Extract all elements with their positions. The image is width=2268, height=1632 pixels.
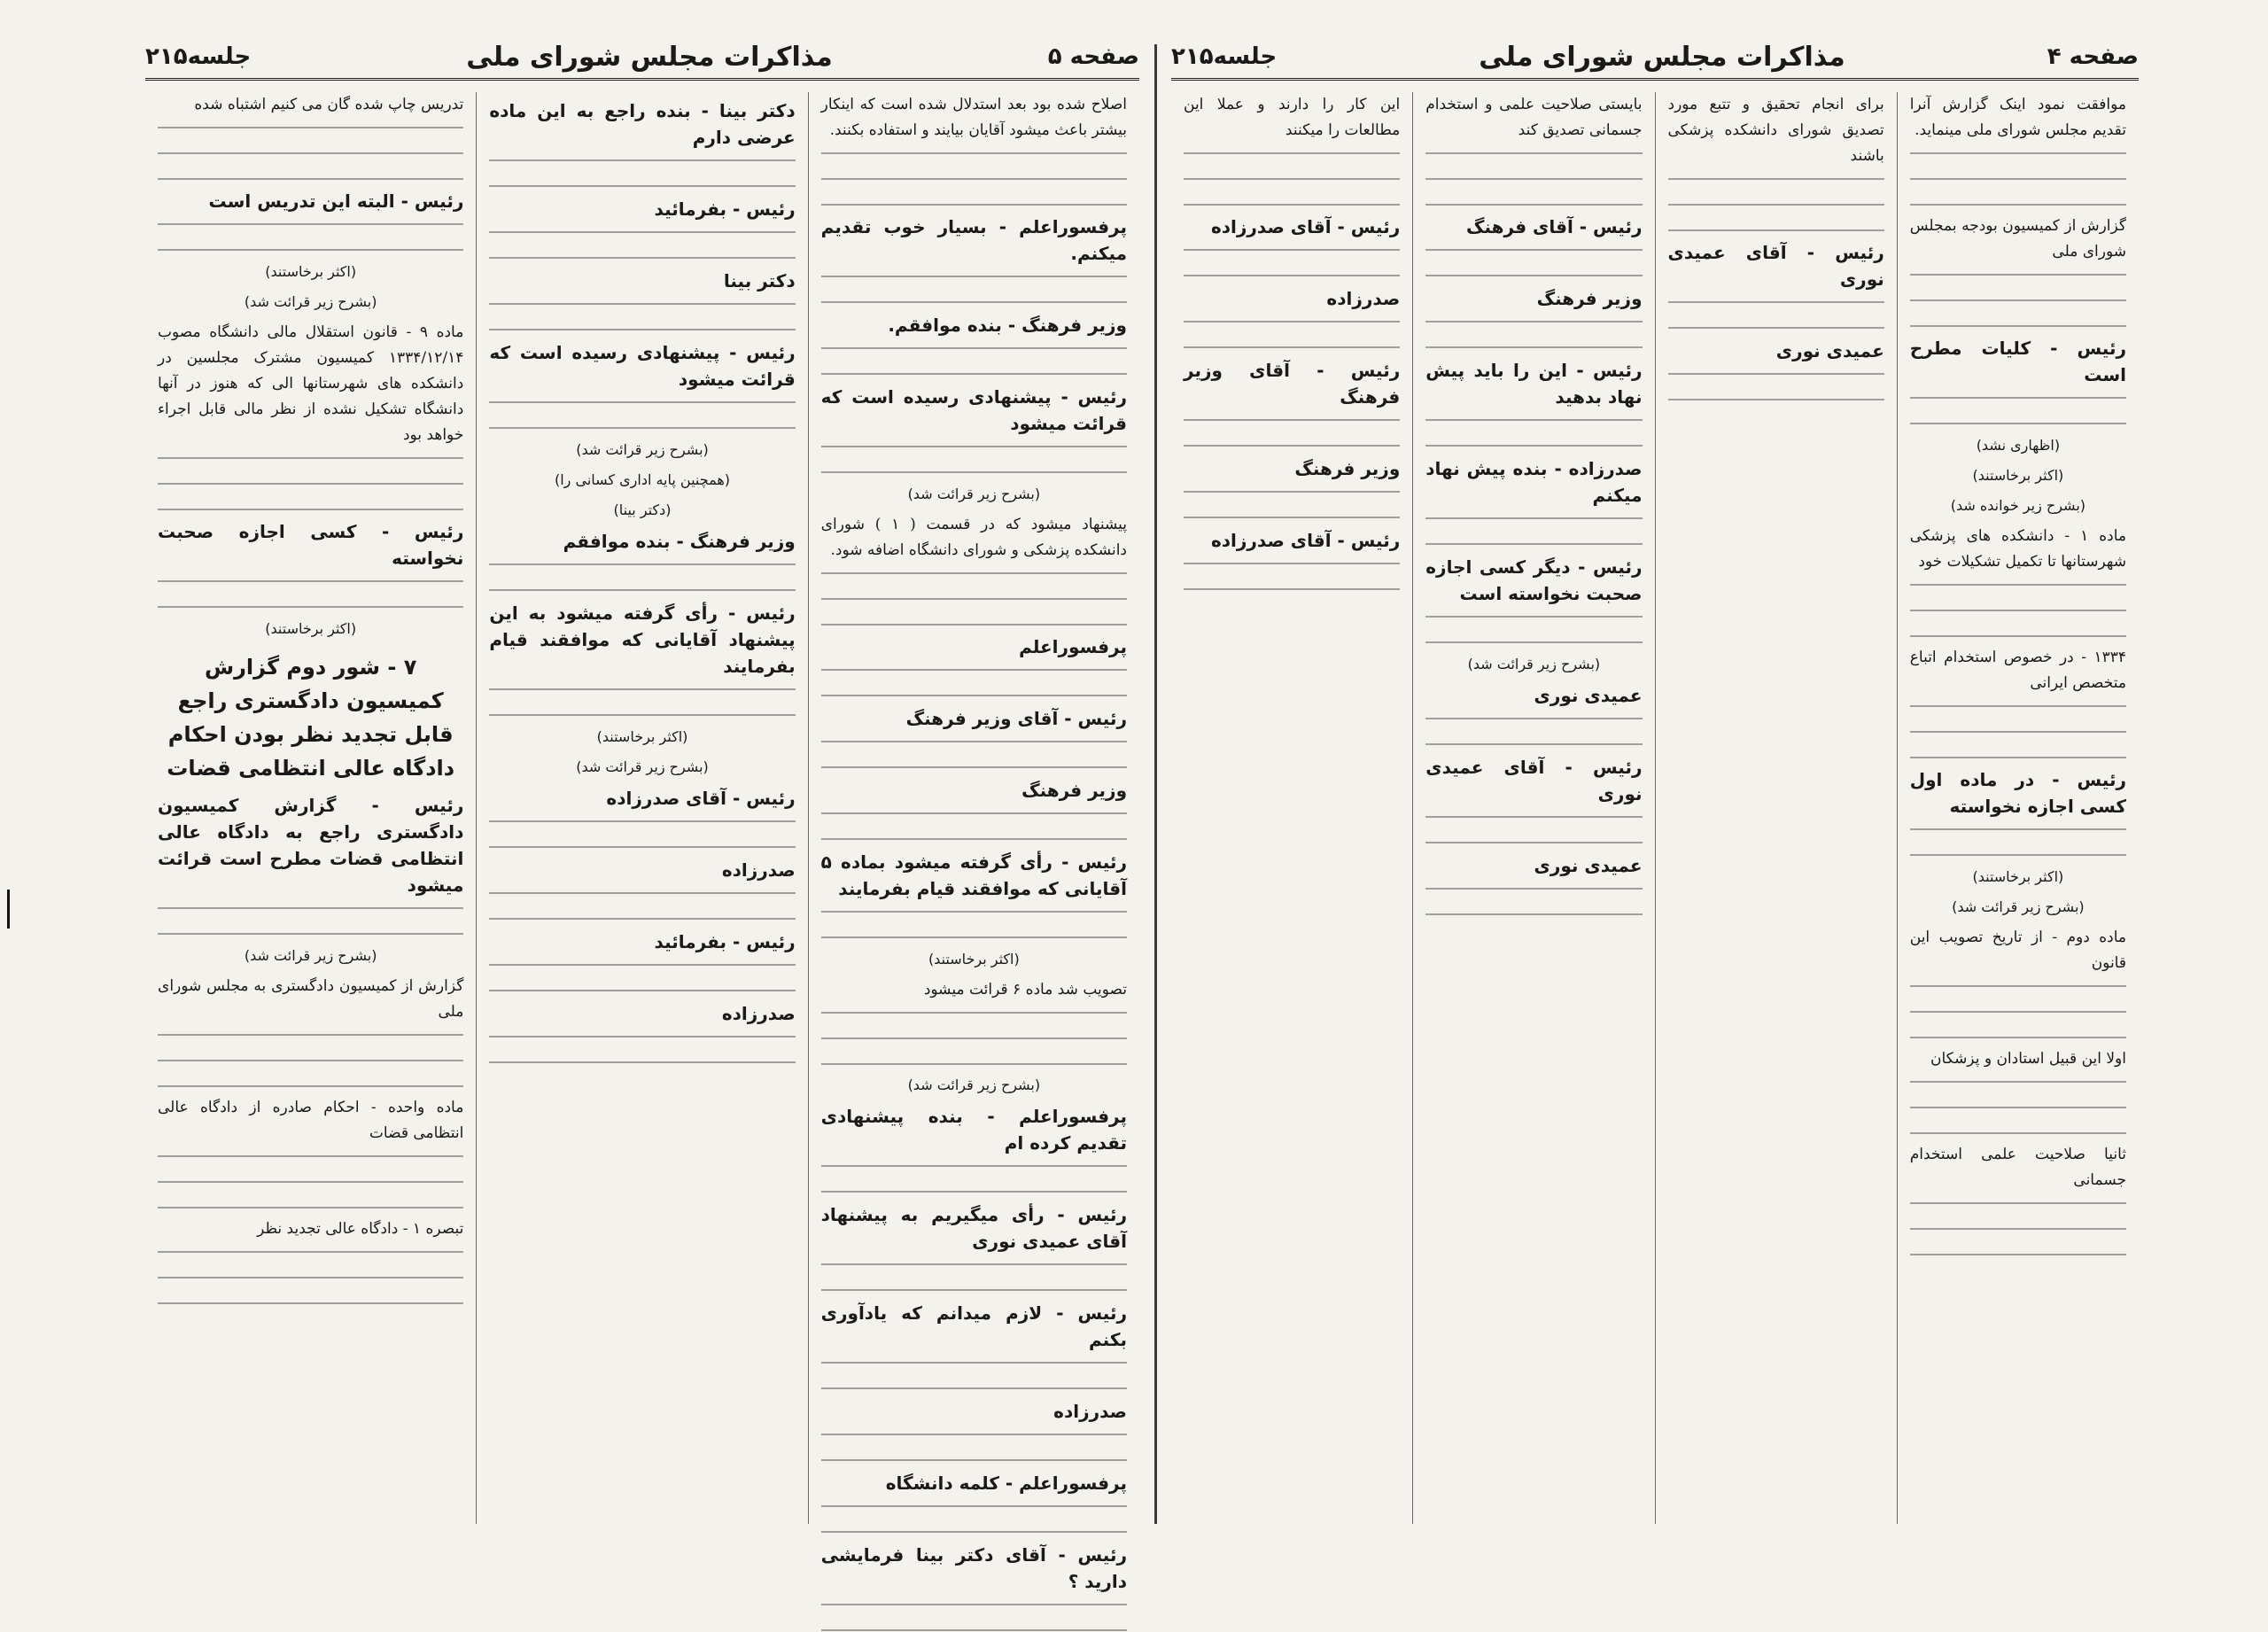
speaker-line: وزیر فرهنگ - بنده موافقم [563, 531, 796, 552]
illegible-text-lines [1910, 1202, 2126, 1255]
speaker-line: عمیدی نوری [1775, 340, 1884, 361]
paragraph: بایستی صلاحیت علمی و استخدام جسمانی تصدیق کند [1425, 96, 1643, 139]
page-number: صفحه ۵ [1047, 43, 1139, 70]
speaker-line: رئیس - آقای عمیدی نوری [1425, 757, 1643, 804]
speaker-line: رئیس - البته این تدریس است [208, 190, 464, 212]
illegible-text-lines [821, 446, 1127, 474]
speaker-line: رئیس - کسی اجازه صحبت نخواسته [158, 521, 464, 569]
illegible-text-lines [158, 1155, 463, 1208]
speaker-line: وزیر فرهنگ [1021, 780, 1127, 801]
illegible-text-lines [158, 223, 463, 252]
paragraph: پیشنهاد میشود که در قسمت ( ۱ ) شورای دانشکده پزشکی و شورای دانشگاه اضافه شود. [820, 516, 1127, 559]
illegible-text-lines [1425, 321, 1642, 349]
speaker-line: پرفسوراعلم - بنده پیشنهادی تقدیم کرده ام [820, 1106, 1127, 1154]
speaker-line: وزیر فرهنگ [1294, 458, 1401, 479]
session-label: جلسه۲۱۵ [145, 43, 252, 70]
speaker-line: دکتر بینا [723, 270, 796, 291]
paragraph: موافقت نمود اینک گزارش آنرا تقدیم مجلس شورای ملی مینماید. [1909, 96, 2126, 139]
left-page [133, 35, 1152, 1592]
illegible-text-lines [1425, 718, 1642, 746]
illegible-text-lines [489, 964, 795, 992]
reading-note: (بشرح زیر خوانده شد) [1950, 497, 2086, 514]
paragraph: تبصره ۱ - دادگاه عالی تجدید نظر [257, 1220, 464, 1238]
speaker-line: رئیس - کلیات مطرح است [1909, 338, 2126, 385]
reading-note: (همچنین پایه اداری کسانی را) [554, 471, 731, 488]
reading-note: (اظهاری نشد) [1976, 437, 2061, 454]
reading-note: (اکثر برخاستند) [1972, 467, 2064, 484]
illegible-text-lines [1184, 419, 1400, 447]
illegible-text-lines [158, 907, 463, 936]
speaker-line: رئیس - آقای فرهنگ [1466, 216, 1643, 237]
page-title: مذاکرات مجلس شورای ملی [466, 41, 833, 73]
paragraph: این کار را دارند و عملا این مطالعات را میکنند [1184, 96, 1401, 139]
speaker-line: رئیس - آقای وزیر فرهنگ [905, 708, 1127, 729]
speaker-line: صدرزاده [1326, 288, 1401, 309]
speaker-line: عمیدی نوری [1534, 855, 1643, 876]
left-page-header [145, 35, 1139, 81]
left-page-columns [145, 92, 1139, 1592]
article-column [1655, 92, 1897, 1524]
illegible-text-lines [821, 152, 1127, 206]
reading-note: (بشرح زیر قرائت شد) [1467, 656, 1601, 672]
speaker-line: صدرزاده [721, 859, 796, 881]
right-page-columns [1171, 92, 2139, 1524]
speaker-line: رئیس - رأی گرفته میشود بماده ۵ آقایانی که موافقند قیام بفرمایند [820, 851, 1127, 899]
speaker-line: صدرزاده [1053, 1401, 1127, 1422]
article-column [476, 92, 807, 1524]
paragraph: گزارش از کمیسیون بودجه بمجلس شورای ملی [1909, 217, 2126, 260]
illegible-text-lines [489, 231, 795, 260]
article-column [808, 92, 1139, 1592]
speaker-line: پرفسوراعلم [1019, 636, 1127, 657]
paragraph: گزارش از کمیسیون دادگستری به مجلس شورای ملی [158, 977, 464, 1021]
paragraph: تصویب شد ماده ۶ قرائت میشود [923, 981, 1127, 999]
illegible-text-lines [821, 1012, 1127, 1065]
page-number: صفحه ۴ [2047, 43, 2139, 70]
speaker-line: پرفسوراعلم - کلمه دانشگاه [885, 1473, 1127, 1494]
reading-note: (اکثر برخاستند) [596, 728, 688, 745]
right-page-header [1171, 35, 2139, 81]
illegible-text-lines [1425, 616, 1642, 644]
illegible-text-lines [1910, 705, 2126, 758]
right-page [1159, 35, 2151, 1524]
illegible-text-lines [821, 347, 1127, 376]
speaker-line: رئیس - رأی گرفته میشود به این پیشنهاد آقایانی که موافقند قیام بفرمایند [489, 602, 796, 677]
speaker-line: رئیس - آقای صدرزاده [1210, 530, 1401, 551]
illegible-text-lines [1184, 321, 1400, 349]
paragraph: تدریس چاپ شده گان می کنیم اشتباه شده [194, 96, 464, 113]
illegible-text-lines [489, 820, 795, 849]
illegible-text-lines [489, 563, 795, 592]
illegible-text-lines [1668, 301, 1884, 330]
speaker-line: وزیر فرهنگ - بنده موافقم. [888, 315, 1127, 336]
reading-note: (دکتر بینا) [613, 501, 672, 518]
illegible-text-lines [489, 303, 795, 331]
paragraph: ماده ۱ - دانشکده های پزشکی شهرستانها تا تکمیل تشکیلات خود [1909, 527, 2126, 571]
speaker-line: رئیس - لازم میدانم که یادآوری بکنم [820, 1302, 1127, 1350]
speaker-line: رئیس - پیشنهادی رسیده است که قرائت میشود [820, 386, 1127, 434]
illegible-text-lines [1425, 249, 1642, 277]
illegible-text-lines [489, 159, 795, 188]
paragraph: ۱۳۳۴ - در خصوص استخدام اتباع متخصص ایرانی [1909, 649, 2126, 692]
illegible-text-lines [821, 1362, 1127, 1390]
illegible-text-lines [821, 669, 1127, 697]
illegible-text-lines [1910, 397, 2126, 425]
scan-margin-mark [7, 890, 10, 929]
reading-note: (بشرح زیر قرائت شد) [907, 1076, 1041, 1093]
speaker-line: رئیس - آقای صدرزاده [1210, 216, 1401, 237]
illegible-text-lines [1668, 373, 1884, 401]
paragraph: ماده دوم - از تاریخ تصویب این قانون [1909, 929, 2126, 972]
illegible-text-lines [1910, 274, 2126, 327]
section-heading: ۷ - شور دوم گزارش کمیسیون دادگستری راجع قابل تجدید نظر بودن احکام دادگاه عالی انتظامی قضات [167, 655, 455, 781]
illegible-text-lines [1425, 517, 1642, 546]
illegible-text-lines [1184, 249, 1400, 277]
session-label: جلسه۲۱۵ [1171, 43, 1278, 70]
illegible-text-lines [821, 741, 1127, 769]
paragraph: برای انجام تحقیق و تتبع مورد تصدیق شورای دانشکده پزشکی باشند [1667, 96, 1884, 165]
illegible-text-lines [1184, 491, 1400, 519]
article-column [145, 92, 476, 1524]
paragraph: ثانیا صلاحیت علمی استخدام جسمانی [1909, 1146, 2126, 1189]
illegible-text-lines [158, 1251, 463, 1304]
illegible-text-lines [1910, 1081, 2126, 1134]
speaker-line: رئیس - رأی میگیریم به پیشنهاد آقای عمیدی نوری [820, 1204, 1127, 1252]
illegible-text-lines [158, 457, 463, 510]
illegible-text-lines [821, 812, 1127, 841]
reading-note: (بشرح زیر قرائت شد) [576, 758, 709, 775]
reading-note: (بشرح زیر قرائت شد) [244, 293, 377, 310]
illegible-text-lines [821, 572, 1127, 626]
illegible-text-lines [1425, 816, 1642, 844]
speaker-line: رئیس - آقای دکتر بینا فرمایشی دارید ؟ [820, 1544, 1127, 1592]
illegible-text-lines [489, 688, 795, 717]
reading-note: (اکثر برخاستند) [928, 951, 1020, 968]
speaker-line: رئیس - بفرمائید [654, 931, 796, 952]
illegible-text-lines [1668, 178, 1884, 231]
speaker-line: وزیر فرهنگ [1536, 288, 1643, 309]
illegible-text-lines [1910, 584, 2126, 637]
illegible-text-lines [1184, 563, 1400, 591]
speaker-line: رئیس - پیشنهادی رسیده است که قرائت میشود [489, 342, 796, 390]
illegible-text-lines [489, 892, 795, 921]
speaker-line: صدرزاده - بنده پیش نهاد میکنم [1425, 458, 1643, 506]
speaker-line: رئیس - در ماده اول کسی اجازه نخواسته [1909, 769, 2126, 817]
illegible-text-lines [1910, 828, 2126, 857]
page-gutter [1154, 44, 1157, 1524]
illegible-text-lines [821, 1604, 1127, 1632]
illegible-text-lines [821, 1165, 1127, 1193]
article-column [1171, 92, 1412, 1524]
speaker-line: رئیس - آقای عمیدی نوری [1667, 242, 1884, 290]
speaker-line: صدرزاده [721, 1003, 796, 1024]
paragraph: اولا این قبیل استادان و پزشکان [1930, 1050, 2126, 1068]
reading-note: (اکثر برخاستند) [1972, 868, 2064, 885]
illegible-text-lines [821, 911, 1127, 939]
paragraph: ماده واحده - احکام صادره از دادگاه عالی انتظامی قضات [158, 1099, 464, 1142]
reading-note: (اکثر برخاستند) [265, 263, 357, 280]
speaker-line: عمیدی نوری [1534, 685, 1643, 706]
illegible-text-lines [158, 580, 463, 609]
speaker-line: رئیس - آقای وزیر فرهنگ [1184, 360, 1401, 408]
reading-note: (اکثر برخاستند) [265, 620, 357, 637]
speaker-line: رئیس - گزارش کمیسیون دادگستری راجع به دادگاه عالی انتظامی قضات مطرح است قرائت میشود [158, 795, 464, 896]
page-title: مذاکرات مجلس شورای ملی [1479, 41, 1845, 73]
reading-note: (بشرح زیر قرائت شد) [576, 441, 709, 458]
illegible-text-lines [1184, 152, 1400, 206]
illegible-text-lines [821, 1263, 1127, 1292]
paragraph: اصلاح شده بود بعد استدلال شده است که اینکار بیشتر باعث میشود آقایان بیایند و استفاده بکنند. [820, 96, 1127, 139]
illegible-text-lines [489, 401, 795, 430]
speaker-line: رئیس - بفرمائید [654, 198, 796, 220]
illegible-text-lines [1425, 419, 1642, 447]
illegible-text-lines [489, 1036, 795, 1064]
illegible-text-lines [1910, 985, 2126, 1038]
paragraph: ماده ۹ - قانون استقلال مالی دانشگاه مصوب ۱۳۳۴/۱۲/۱۴ کمیسیون مشترک مجلسین در دانشکده های شهرستانها الی که هنوز در آنها دانشگاه تشکیل نشده از نظر مالی قابل اجراء خواهد بود [158, 323, 464, 444]
illegible-text-lines [821, 1505, 1127, 1534]
reading-note: (بشرح زیر قرائت شد) [244, 947, 377, 964]
speaker-line: پرفسوراعلم - بسیار خوب تقدیم میکنم. [820, 216, 1127, 264]
reading-note: (بشرح زیر قرائت شد) [1952, 898, 2085, 915]
illegible-text-lines [821, 1434, 1127, 1462]
illegible-text-lines [1910, 152, 2126, 206]
speaker-line: رئیس - این را باید پیش نهاد بدهید [1425, 360, 1643, 408]
article-column [1412, 92, 1654, 1524]
illegible-text-lines [1425, 888, 1642, 916]
speaker-line: رئیس - دیگر کسی اجازه صحبت نخواسته است [1425, 556, 1643, 604]
reading-note: (بشرح زیر قرائت شد) [907, 486, 1041, 502]
illegible-text-lines [158, 1034, 463, 1087]
illegible-text-lines [1425, 152, 1642, 206]
article-column [1897, 92, 2139, 1524]
speaker-line: دکتر بینا - بنده راجع به این ماده عرضی دارم [489, 100, 796, 148]
illegible-text-lines [821, 276, 1127, 304]
illegible-text-lines [158, 127, 463, 180]
speaker-line: رئیس - آقای صدرزاده [606, 788, 796, 809]
